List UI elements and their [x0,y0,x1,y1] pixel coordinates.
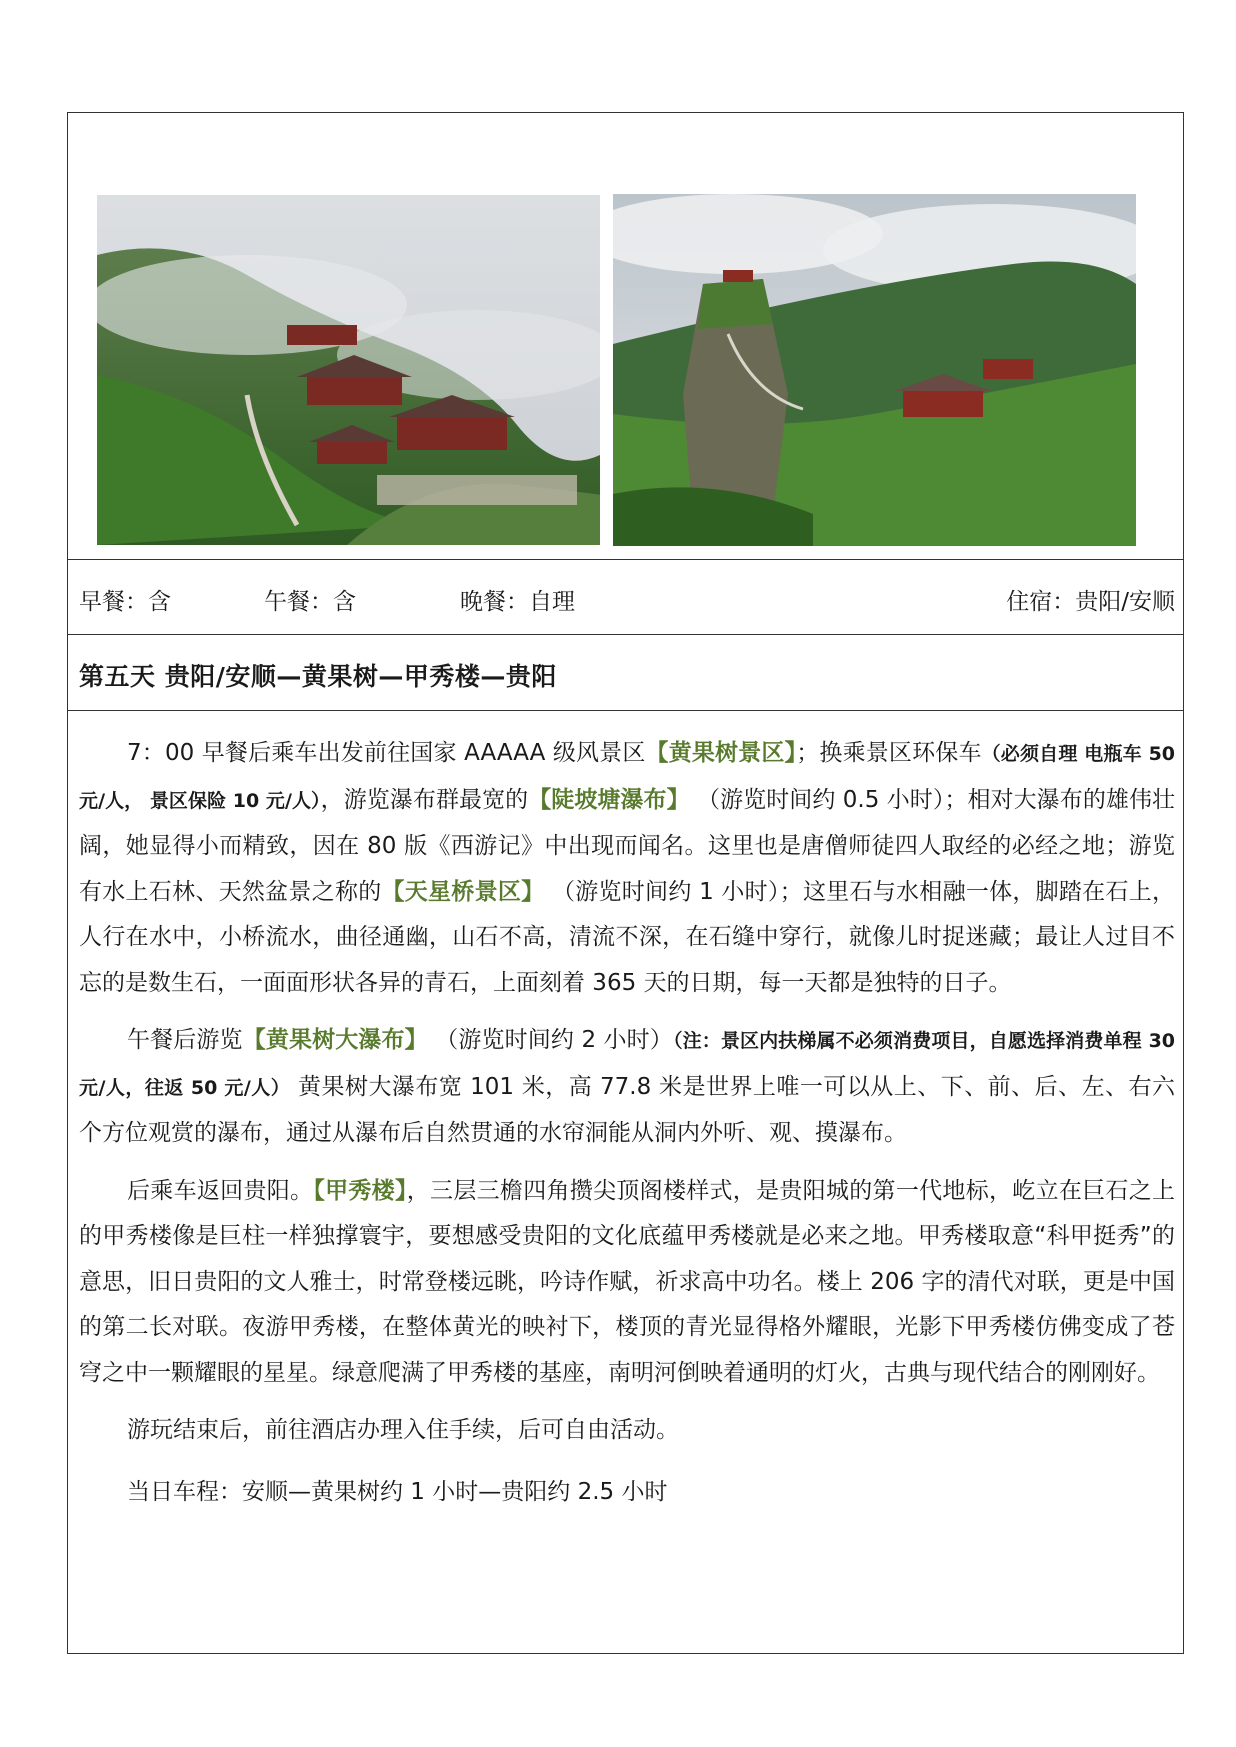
text: ，游览瀑布群最宽的 [320,786,529,813]
text: 午餐后游览 [127,1027,243,1053]
paragraph-huangguoshu [79,731,1175,1006]
text: （游览时间约 1 小时）；这里石与水相融一体，脚踏在石上，人行在水中，小桥流水，曲径通幽，山石不高，清流不深，在石缝中穿行，就像儿时捉迷藏；最让人过目不忘的是数生石，一面面形状各异的青石，上面刻着 365 天的日期，每一天都是独特的日子。 [79,878,1175,996]
itinerary-table [67,112,1184,1654]
highlight-tianxingqiao: 【天星桥景区】 [381,878,545,905]
text: （游览时间约 2 小时） [427,1027,673,1053]
paragraph-jiaxiulou [79,1169,1175,1397]
photo-row [68,113,1183,559]
dinner-info: 晚餐：自理 [460,589,575,615]
fee-note: （必须自理 电瓶车 50 元/人， 景区保险 10 元/人） [79,743,1176,812]
meal-row [68,559,1183,634]
text: 7：00 早餐后乘车出发前往国家 AAAAA 级风景区 [127,740,646,766]
paragraph-drive-time: 当日车程：安顺—黄果树约 1 小时—贵阳约 2.5 小时 [127,1478,668,1505]
text: ，三层三檐四角攒尖顶阁楼样式，是贵阳城的第一代地标，屹立在巨石之上的甲秀楼像是巨柱一样独撑寰宇，要想感受贵阳的文化底蕴甲秀楼就是必来之地。甲秀楼取意“科甲挺秀”的意思，旧日贵阳的文人雅士，时常登楼远眺，吟诗作赋，祈求高中功名。楼上 206 字的清代对联，更是中国的第二长对联。夜游甲秀楼，在整体黄光的映衬下，楼顶的青光显得格外耀眼，光影下甲秀楼仿佛变成了苍穹之中一颗耀眼的星星。绿意爬满了甲秀楼的基座，南明河倒映着通明的灯火，古典与现代结合的刚刚好。 [79,1177,1176,1386]
text: 后乘车返回贵阳。 [127,1177,314,1204]
highlight-jiaxiulou: 【甲秀楼】 [313,1177,407,1204]
highlight-doupotang: 【陡坡塘瀑布】 [528,786,690,813]
paragraph-hotel: 游玩结束后，前往酒店办理入住手续，后可自由活动。 [127,1417,679,1443]
lodging-info: 住宿：贵阳/安顺 [1006,589,1175,615]
highlight-big-waterfall: 【黄果树大瀑布】 [242,1027,428,1053]
divider [68,710,1183,711]
text: ；换乘景区环保车 [796,740,982,766]
mountain-peak-photo [613,194,1136,546]
day-title: 第五天 贵阳/安顺—黄果树—甲秀楼—贵阳 [79,662,557,691]
mountain-temple-photo [97,195,600,545]
text: 黄果树大瀑布宽 101 米，高 77.8 米是世界上唯一可以从上、下、前、后、左、右六个方位观赏的瀑布，通过从瀑布后自然贯通的水帘洞能从洞内外听、观、摸瀑布。 [79,1073,1175,1146]
breakfast-info: 早餐：含 [79,589,171,615]
divider [68,634,1183,635]
itinerary-body [79,731,1175,1527]
paragraph-waterfall [79,1018,1175,1157]
highlight-huangguoshu-area: 【黄果树景区】 [645,740,797,766]
escalator-note: （注：景区内扶梯属不必须消费项目，自愿选择消费单程 30 元/人，往返 50 元/人） [79,1030,1176,1099]
lunch-info: 午餐：含 [264,589,356,615]
text: （游览时间约 0.5 小时）；相对大瀑布的雄伟壮阔，她显得小而精致，因在 80 版《西游记》中出现而闻名。这里也是唐僧师徒四人取经的必经之地；游览有水上石林、天然盆景之称的 [79,786,1176,905]
